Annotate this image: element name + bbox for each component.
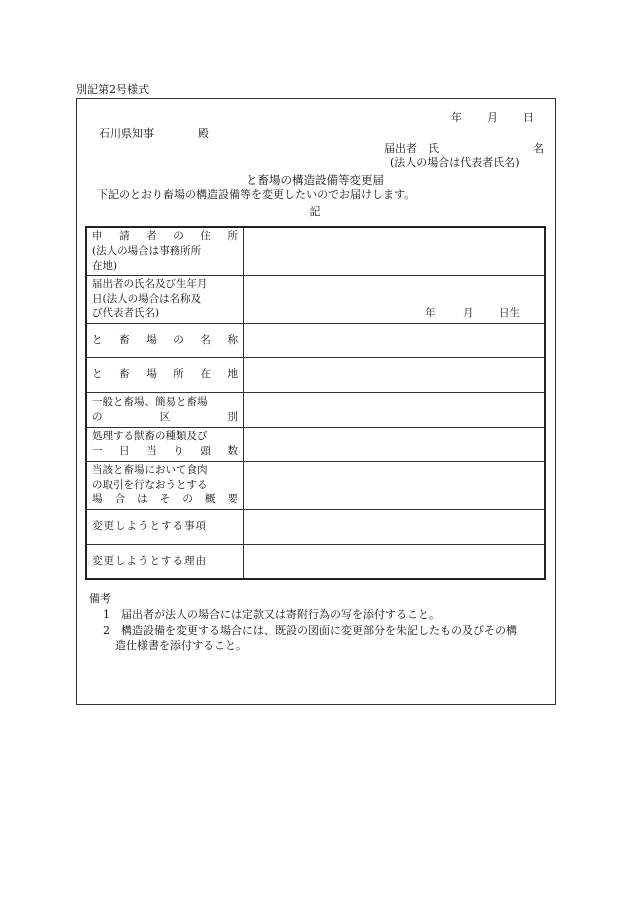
label-line	[92, 492, 238, 507]
label-char: 一	[92, 445, 103, 457]
date-line	[451, 111, 534, 125]
label-char: 者	[146, 230, 157, 243]
birth-year: 年	[425, 307, 436, 320]
label-line: 処理する獣畜の種類及び	[92, 430, 208, 443]
ki-heading: 記	[309, 205, 321, 218]
label-animal-types-daily-count	[86, 427, 244, 461]
table-row	[86, 509, 545, 544]
field-change-items[interactable]	[244, 509, 546, 544]
field-facility-name[interactable]	[244, 323, 546, 357]
birth-day: 日生	[499, 307, 520, 320]
label-char: 名	[200, 333, 211, 346]
label-facility-location	[86, 357, 244, 392]
table-row	[86, 275, 545, 323]
date-month: 月	[487, 111, 498, 124]
table-row	[86, 427, 545, 461]
label-char: と	[92, 333, 103, 346]
label-line	[92, 367, 238, 382]
label-line: 在地)	[92, 259, 118, 272]
label-char: 合	[114, 493, 126, 506]
label-char: は	[137, 493, 148, 506]
field-applicant-address[interactable]	[244, 227, 546, 275]
document-title: と畜場の構造設備等変更届	[246, 173, 384, 187]
label-char: り	[173, 445, 184, 457]
label-line	[92, 410, 238, 425]
label-line: 日(法人の場合は名称及	[92, 292, 202, 305]
applicant-label: 届出者 氏	[384, 142, 439, 155]
intro-text: 下記のとおり畜場の構造設備等を変更したいのでお届けします。	[97, 188, 416, 201]
label-line: 変更しようとする事項	[92, 520, 207, 533]
label-line	[92, 333, 238, 348]
applicant-note: (法人の場合は代表者氏名)	[390, 156, 520, 169]
label-char: 申	[92, 230, 103, 243]
label-char: 畜	[119, 333, 130, 346]
label-char: 日	[119, 445, 130, 457]
addressee: 石川県知事 殿	[99, 127, 209, 140]
label-char: 概	[204, 493, 216, 506]
label-char: 場	[146, 333, 157, 346]
label-applicant-name-birthdate	[86, 275, 244, 323]
label-char: の	[173, 230, 184, 243]
remarks-note-1: 1 届出者が法人の場合には定款又は寄附行為の写を添付すること。	[103, 608, 440, 621]
table-row	[86, 357, 545, 392]
label-char: 所	[227, 230, 238, 243]
label-char: と	[92, 368, 103, 381]
label-char: 別	[227, 410, 238, 423]
application-table	[85, 226, 546, 580]
label-line	[92, 229, 238, 244]
label-facility-category	[86, 392, 244, 427]
field-animal-types-daily-count[interactable]	[244, 427, 546, 461]
label-char: 区	[159, 410, 171, 423]
date-day: 日	[523, 111, 534, 124]
label-change-reason	[86, 544, 244, 579]
table-row	[86, 227, 545, 275]
label-meat-trading-summary	[86, 461, 244, 509]
label-char: 地	[227, 368, 238, 381]
table-row	[86, 323, 545, 357]
label-applicant-address	[86, 227, 244, 275]
label-line: (法人の場合は事務所所	[92, 244, 202, 257]
label-char: 畜	[119, 368, 130, 381]
label-facility-name	[86, 323, 244, 357]
label-char: 所	[173, 368, 184, 381]
label-change-items	[86, 509, 244, 544]
label-char: の	[173, 333, 184, 346]
label-char: 住	[200, 230, 211, 243]
field-change-reason[interactable]	[244, 544, 546, 579]
label-line: 一般と畜場、簡易と畜場	[92, 395, 208, 408]
form-number-label: 別記第2号様式	[76, 83, 149, 96]
label-char: の	[92, 410, 103, 423]
remarks-note-2-continued: 造仕様書を添付すること。	[115, 639, 247, 652]
label-char: の	[182, 493, 193, 506]
label-char: そ	[159, 493, 171, 506]
label-char: 称	[227, 333, 238, 346]
label-char: 要	[227, 493, 238, 506]
table-row	[86, 461, 545, 509]
remarks-note-2: 2 構造設備を変更する場合には、既設の図面に変更部分を朱記したもの及びその構	[103, 624, 517, 637]
table-row	[86, 544, 545, 579]
label-char: 請	[119, 230, 130, 243]
label-line: び代表者氏名)	[92, 307, 160, 320]
label-char: 数	[227, 445, 238, 457]
label-line: 当該と畜場において食肉	[92, 463, 208, 476]
label-char: 頭	[200, 445, 211, 457]
label-line: の取引を行なおうとする	[92, 478, 208, 491]
label-line	[92, 444, 238, 459]
applicant-line	[384, 142, 544, 156]
field-meat-trading-summary[interactable]	[244, 461, 546, 509]
label-char: 場	[92, 493, 103, 506]
label-line: 届出者の氏名及び生年月	[92, 277, 208, 290]
label-char: 在	[200, 368, 211, 381]
remarks-title: 備考	[89, 592, 111, 605]
label-line: 変更しようとする理由	[92, 554, 207, 567]
date-year: 年	[451, 111, 462, 124]
birthdate-suffix	[425, 307, 520, 320]
label-char: 当	[146, 445, 157, 457]
applicant-name-suffix: 名	[533, 142, 544, 155]
table-row	[86, 392, 545, 427]
field-applicant-name-birthdate[interactable]	[244, 275, 546, 323]
label-char: 場	[146, 368, 157, 381]
field-facility-category[interactable]	[244, 392, 546, 427]
birth-month: 月	[463, 307, 474, 320]
field-facility-location[interactable]	[244, 357, 546, 392]
